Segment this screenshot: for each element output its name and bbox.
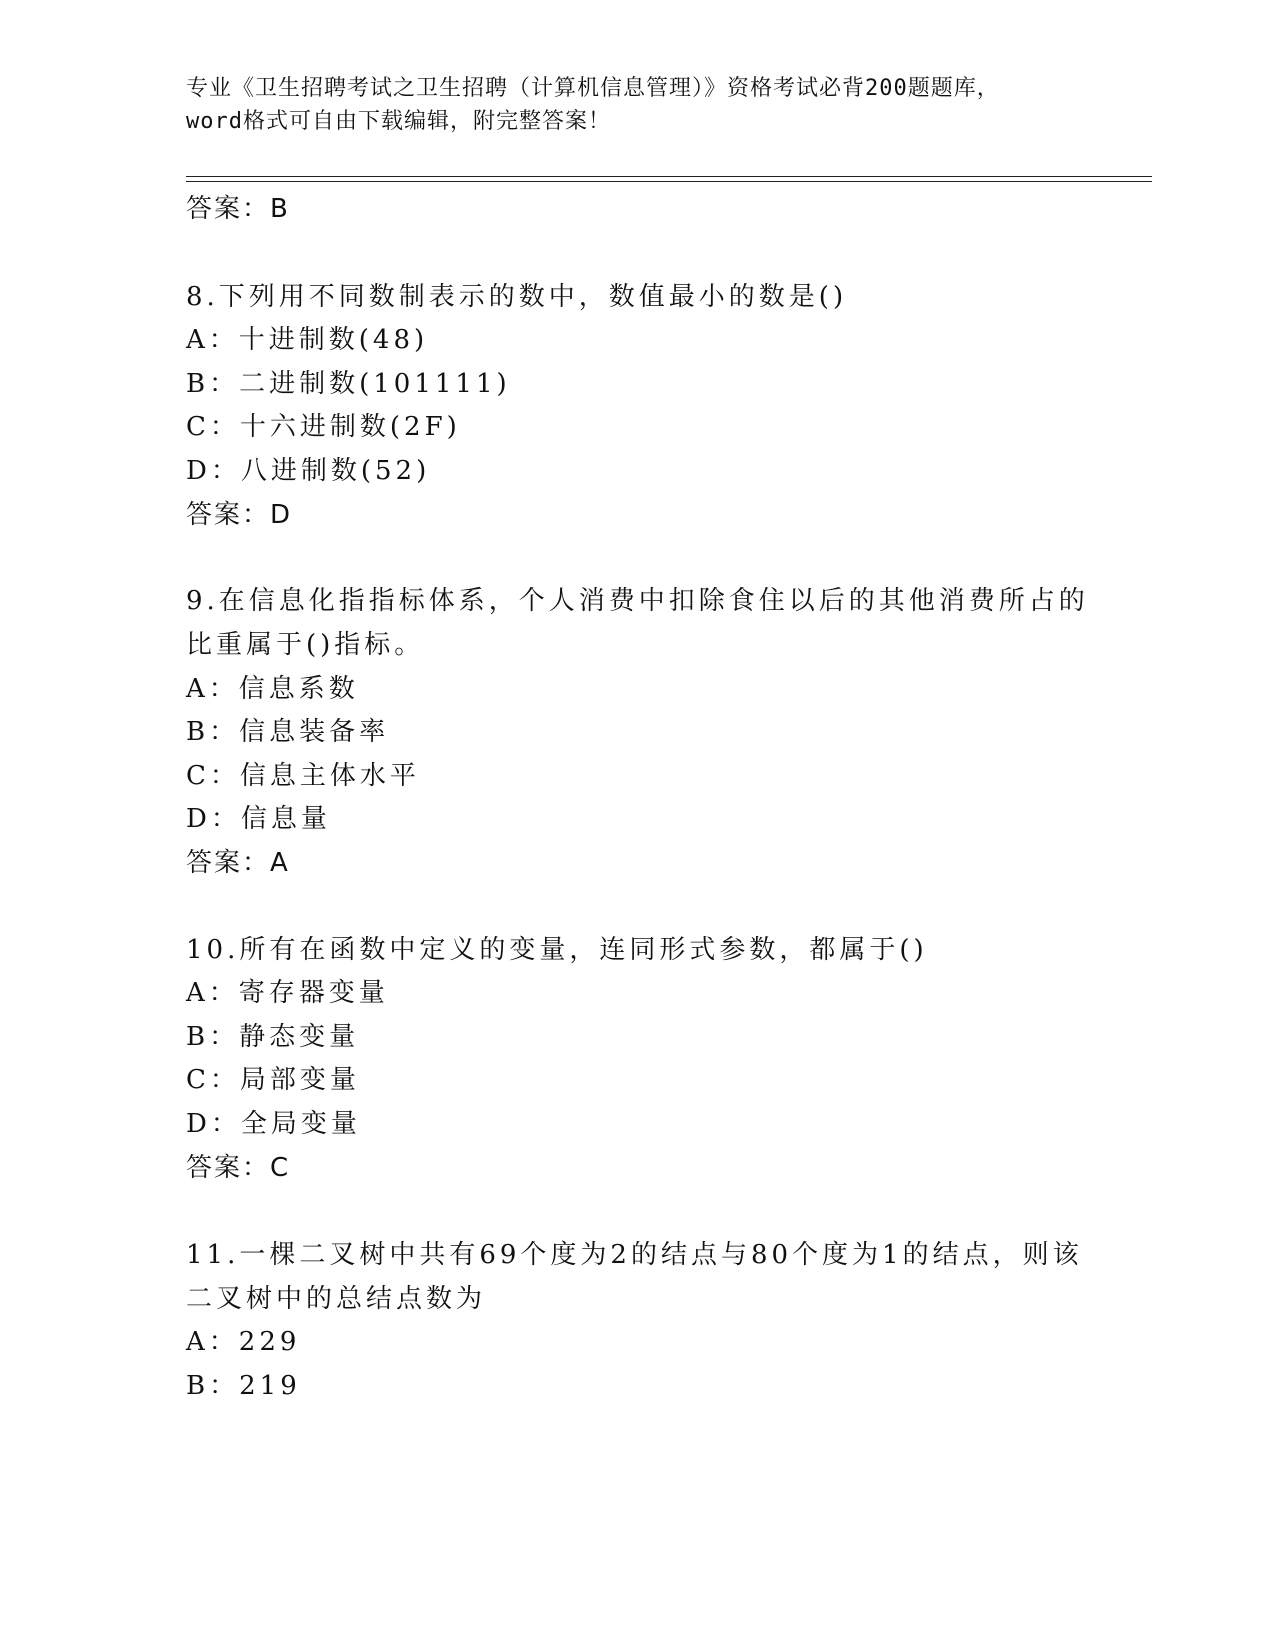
q9-option-d: D：信息量 <box>186 804 331 834</box>
q8-option-a: A：十进制数(48) <box>186 325 429 355</box>
answer-8: 答案：D <box>186 500 293 530</box>
document-header <box>186 72 1106 138</box>
question-8: 8.下列用不同数制表示的数中，数值最小的数是() <box>186 282 848 312</box>
q10-option-d: D：全局变量 <box>186 1109 361 1139</box>
q8-option-c: C：十六进制数(2F) <box>186 412 461 442</box>
q10-option-a: A：寄存器变量 <box>186 978 389 1008</box>
q8-option-b: B：二进制数(101111) <box>186 369 511 399</box>
question-9-line-1: 9.在信息化指指标体系，个人消费中扣除食住以后的其他消费所占的 <box>186 586 1089 616</box>
header-rule-top <box>186 176 1152 177</box>
question-11-line-2: 二叉树中的总结点数为 <box>186 1284 487 1314</box>
header-line-1: 专业《卫生招聘考试之卫生招聘（计算机信息管理）》资格考试必背200题题库， <box>186 76 1000 101</box>
q9-option-a: A：信息系数 <box>186 674 359 704</box>
answer-7: 答案：B <box>186 194 290 224</box>
question-10: 10.所有在函数中定义的变量，连同形式参数，都属于() <box>186 935 928 965</box>
header-rule-bottom <box>186 181 1152 182</box>
q9-option-c: C：信息主体水平 <box>186 761 420 791</box>
q11-option-a: A：229 <box>186 1327 301 1357</box>
question-11-line-1: 11.一棵二叉树中共有69个度为2的结点与80个度为1的结点，则该 <box>186 1240 1083 1270</box>
answer-10: 答案：C <box>186 1153 291 1183</box>
question-9-line-2: 比重属于()指标。 <box>186 630 425 660</box>
q9-option-b: B：信息装备率 <box>186 717 390 747</box>
answer-9: 答案：A <box>186 848 290 878</box>
q8-option-d: D：八进制数(52) <box>186 456 431 486</box>
q10-option-c: C：局部变量 <box>186 1065 360 1095</box>
q10-option-b: B：静态变量 <box>186 1022 360 1052</box>
header-line-2: word格式可自由下载编辑，附完整答案！ <box>186 109 611 134</box>
q11-option-b: B：219 <box>186 1371 301 1401</box>
